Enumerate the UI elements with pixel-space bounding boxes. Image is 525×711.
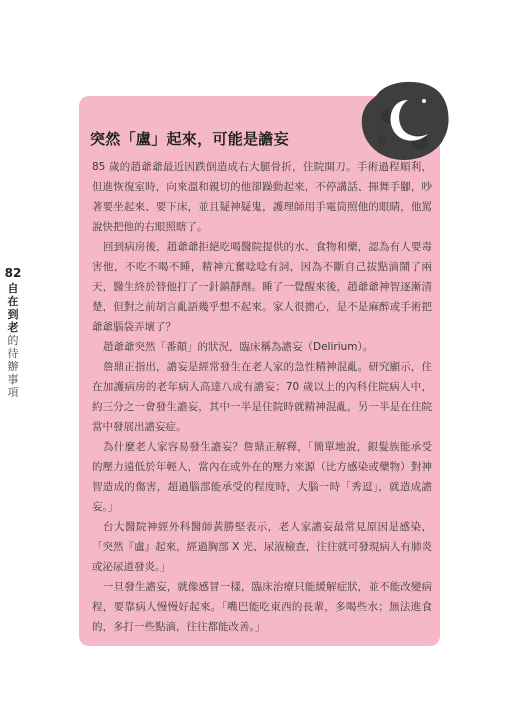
paragraph: 詹鼎正指出，譫妄是經常發生在老人家的急性精神混亂。研究顯示，住在加護病房的老年病人高達八成有譫妄；70 歲以上的內科住院病人中，約三分之一會發生譫妄，其中一半是住院時就精神混亂，另一半是在住院當中發展出譫妄症。 [92,361,432,433]
crescent-moon-icon [358,76,452,164]
book-subtitle-char: 項 [7,386,19,399]
paragraph: 85 歲的趙爺爺最近因跌倒造成右大腿骨折，住院開刀。手術過程順利，但進恢復室時，向來溫和親切的他卻躁動起來，不停講話、揮舞手腳，吵著要坐起來、要下床，並且疑神疑鬼，護理師用手電筒照他的眼睛，他罵說快把他的右眼照瞎了。 [92,161,432,233]
article-title: 突然「盧」起來，可能是譫妄 [90,130,289,148]
paragraph: 回到病房後，趙爺爺拒絕吃喝醫院提供的水、食物和藥，認為有人要毒害他，不吃不喝不睡，精神亢奮唸唸有詞，因為不斷自己拔點滴鬧了兩天，醫生終於替他打了一針鎮靜劑。睡了一覺醒來後，趙爺爺神智逐漸清楚，但對之前胡言亂語幾乎想不起來。家人很擔心，是不是麻醉或手術把爺爺腦袋弄壞了？ [92,241,432,333]
book-subtitle-char: 待 [7,347,19,360]
article-body [92,157,432,637]
page-number: 82 [4,266,22,280]
book-title-char: 到 [7,308,19,321]
book-subtitle-vertical [8,334,19,399]
book-title-char: 在 [7,295,19,308]
book-title-char: 自 [7,282,19,295]
side-tab [0,266,26,399]
paragraph: 台大醫院神經外科醫師黃勝堅表示，老人家譫妄最常見原因是感染，「突然『盧』起來，經過胸部 X 光、尿液檢查，往往就可發現病人有肺炎或泌尿道發炎。」 [92,521,432,573]
book-subtitle-char: 事 [7,373,19,386]
book-title-vertical [8,282,19,334]
paragraph: 一旦發生譫妄，就像感冒一樣，臨床治療只能緩解症狀，並不能改變病程，要靠病人慢慢好起來。「嘴巴能吃東西的長輩，多喝些水；無法進食的，多打一些點滴，往往都能改善。」 [92,581,432,633]
book-subtitle-char: 辦 [7,360,19,373]
paragraph: 為什麼老人家容易發生譫妄？詹鼎正解釋，「簡單地說，銀髮族能承受的壓力遠低於年輕人，當內在或外在的壓力來源（比方感染或藥物）對神智造成的傷害，超過腦部能承受的程度時，大腦一時「秀逗」，就造成譫妄。」 [92,441,432,513]
book-title-char: 老 [7,321,19,334]
paragraph: 趙爺爺突然「番顛」的狀況，臨床稱為譫妄（Delirium）。 [103,341,374,353]
book-subtitle-char: 的 [7,334,19,347]
